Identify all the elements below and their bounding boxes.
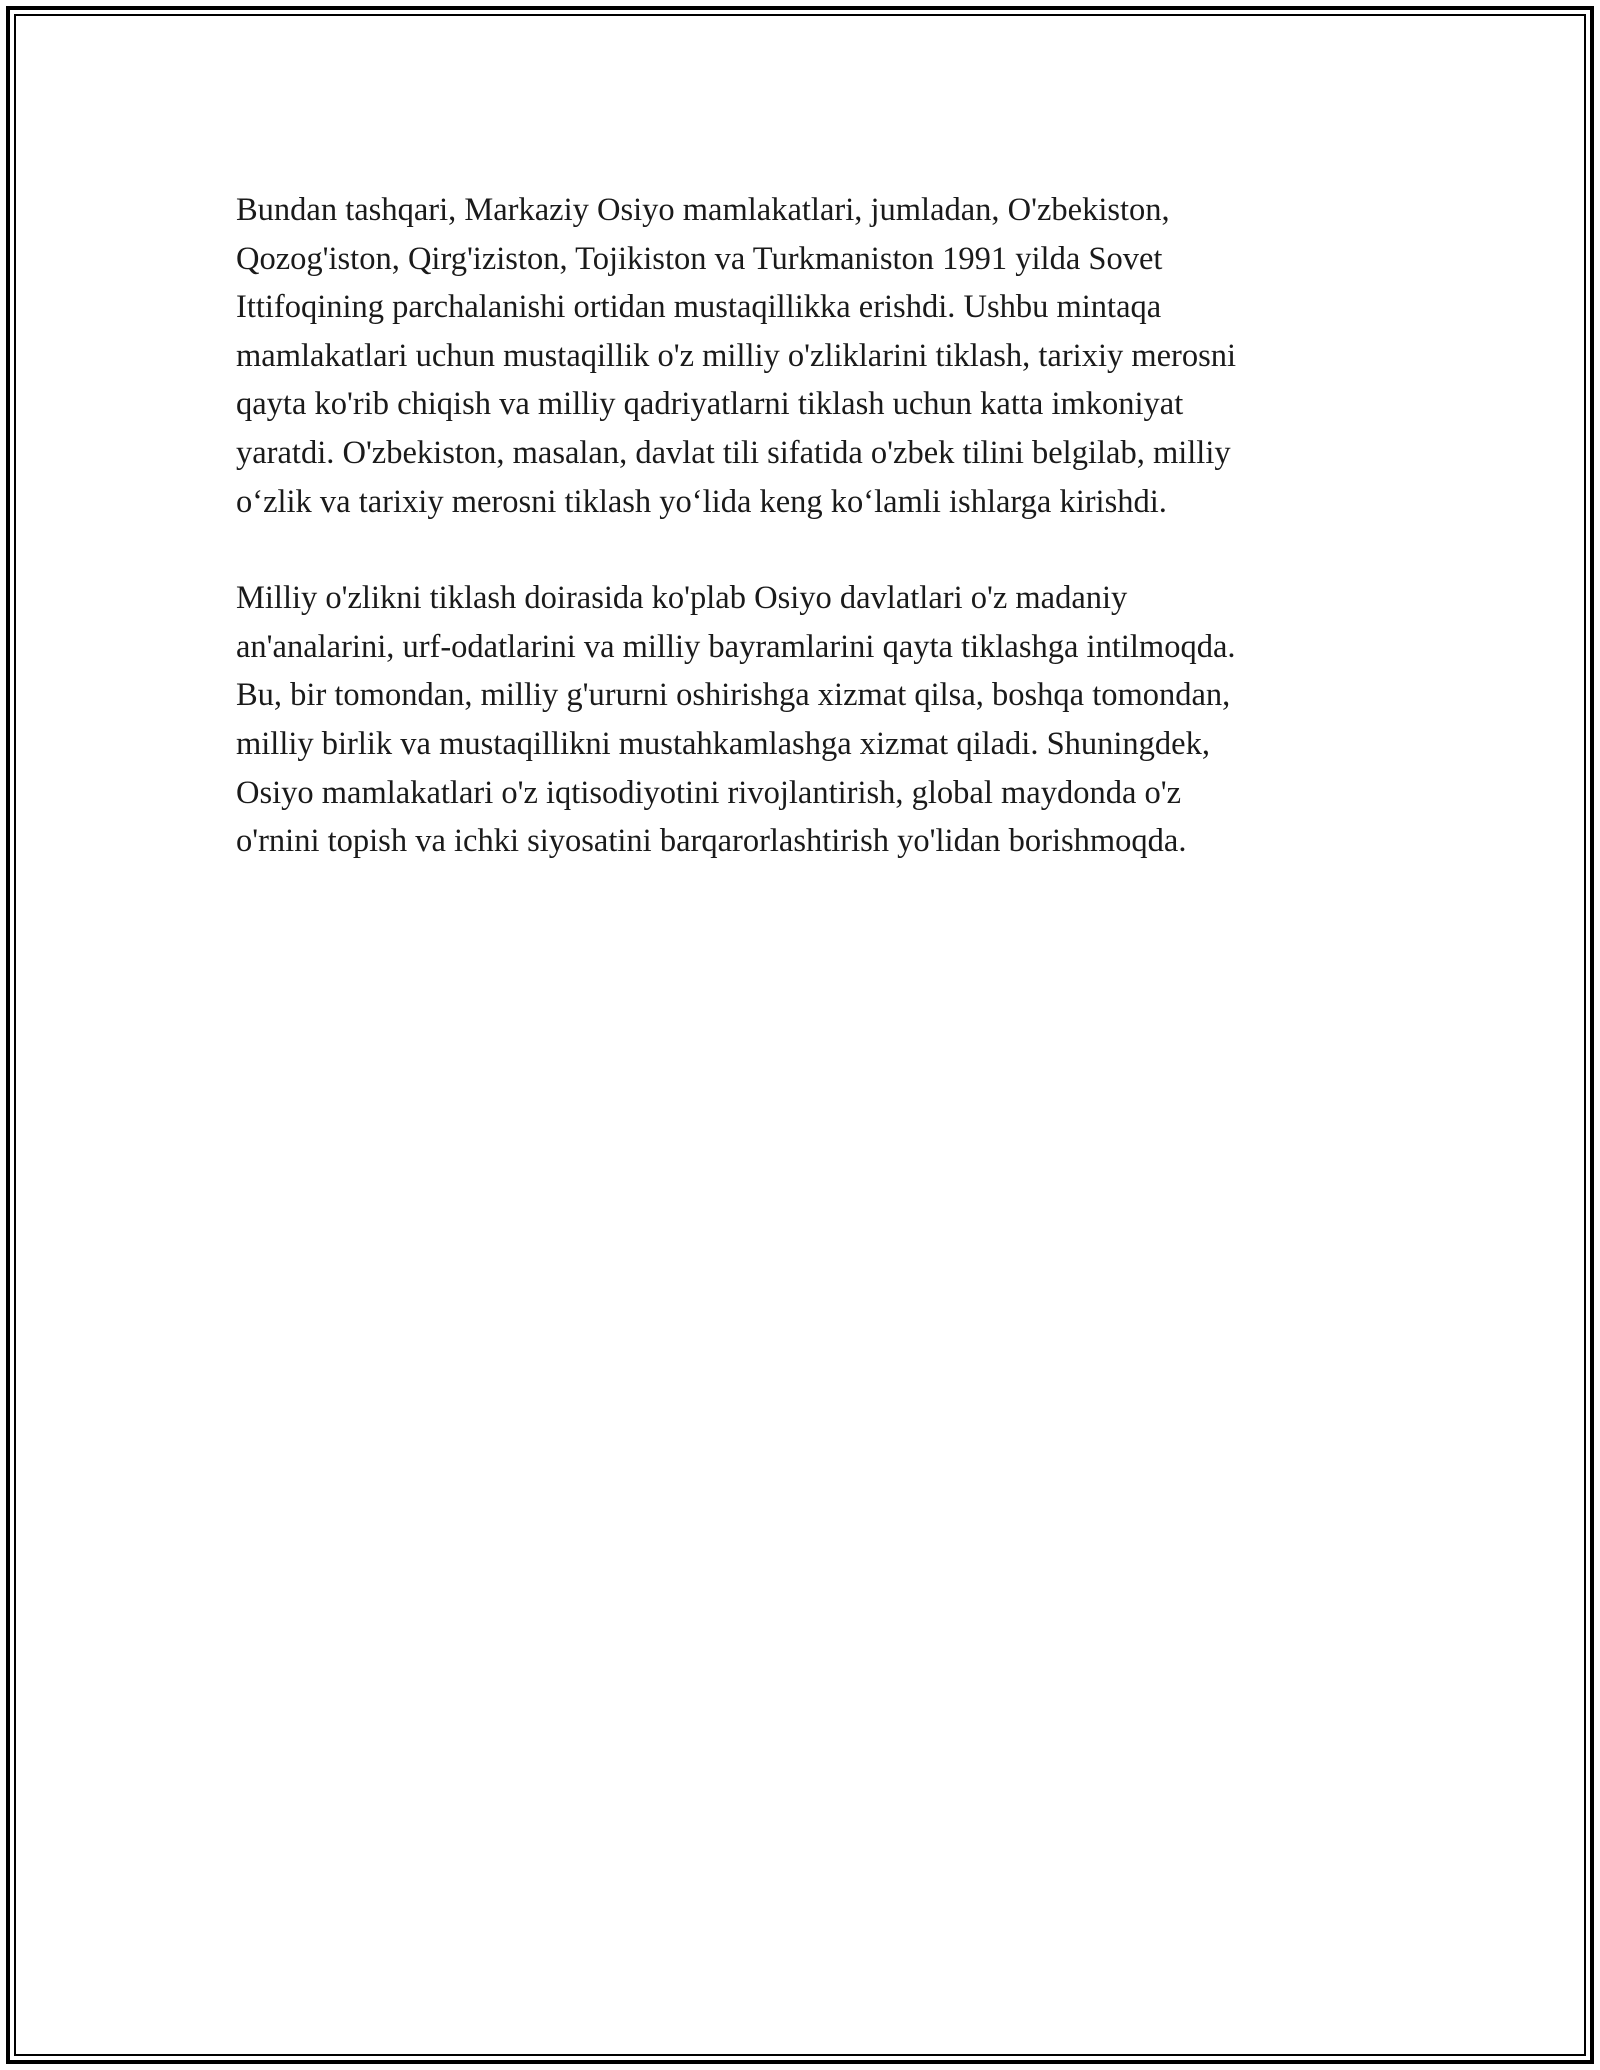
paragraph-1 [236,186,1376,526]
text-line: milliy birlik va mustaqillikni mustahkamlashga xizmat qiladi. Shuningdek, [236,725,1210,762]
text-line: Milliy o'zlikni tiklash doirasida ko'plab Osiyo davlatlari o'z madaniy [236,580,1128,617]
text-line: Qozog'iston, Qirg'iziston, Tojikiston va Turkmaniston 1991 yilda Sovet [236,240,1163,277]
text-line: o'rnini topish va ichki siyosatini barqarorlashtirish yo'lidan borishmoqda. [236,823,1187,860]
text-line: mamlakatlari uchun mustaqillik o'z milliy o'zliklarini tiklash, tarixiy merosni [236,337,1237,374]
paragraph-2 [236,574,1376,866]
text-line: an'analarini, urf-odatlarini va milliy bayramlarini qayta tiklashga intilmoqda. [236,628,1236,665]
text-line: qayta ko'rib chiqish va milliy qadriyatlarni tiklash uchun katta imkoniyat [236,386,1184,423]
text-line: Bu, bir tomondan, milliy g'ururni oshirishga xizmat qilsa, boshqa tomondan, [236,677,1231,714]
text-line: o‘zlik va tarixiy merosni tiklash yo‘lida keng ko‘lamli ishlarga kirishdi. [236,483,1167,520]
text-line: Osiyo mamlakatlari o'z iqtisodiyotini rivojlantirish, global maydonda o'z [236,774,1182,811]
text-line: Bundan tashqari, Markaziy Osiyo mamlakatlari, jumladan, O'zbekiston, [236,192,1170,228]
text-line: Ittifoqining parchalanishi ortidan mustaqillikka erishdi. Ushbu mintaqa [236,289,1162,326]
text-line: yaratdi. O'zbekiston, masalan, davlat tili sifatida o'zbek tilini belgilab, milliy [236,434,1231,471]
document-body [236,186,1376,914]
